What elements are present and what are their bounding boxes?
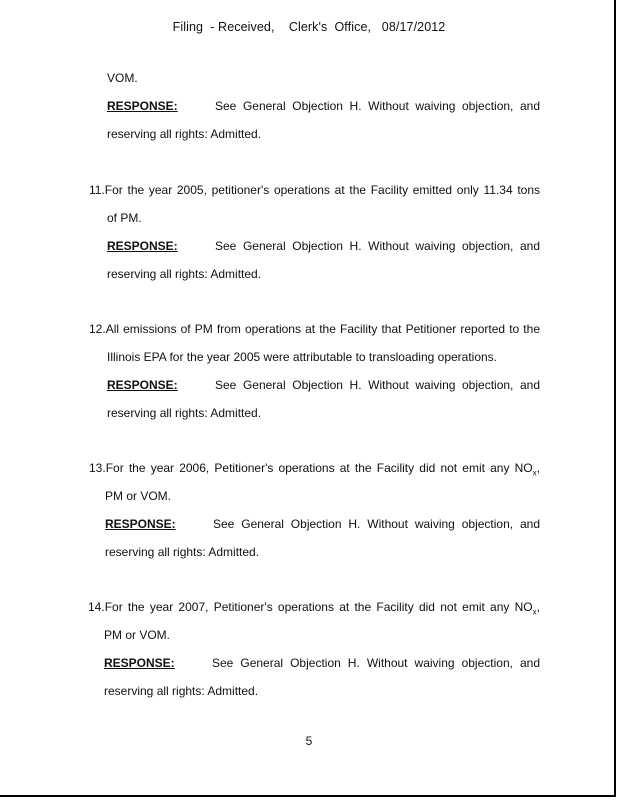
item-13-response-cont: reserving all rights: Admitted. (105, 545, 260, 559)
item-text: For the year 2006, Petitioner's operations at the Facility did not emit any NO (105, 461, 533, 475)
item-14-response-cont: reserving all rights: Admitted. (104, 684, 259, 698)
item-text: All emissions of PM from operations at the Facility that Petitioner reported to the (105, 322, 540, 336)
response-text: See General Objection H. Without waiving objection, and (212, 656, 540, 670)
item-12-line1 (89, 322, 540, 336)
page-number: 5 (305, 734, 313, 748)
response-text: See General Objection H. Without waiving objection, and (215, 99, 540, 113)
item-text-suffix: , (536, 461, 540, 475)
continuation-tail: VOM. (107, 71, 138, 85)
item-12-response-cont: reserving all rights: Admitted. (107, 406, 262, 420)
item-14-line1 (88, 600, 540, 619)
response-text: See General Objection H. Without waiving objection, and (213, 517, 540, 531)
page-edge-bottom (0, 795, 616, 797)
item-number: 11. (89, 183, 105, 197)
response-label: RESPONSE: (104, 656, 175, 670)
item-11-response (107, 239, 540, 253)
subscript: x (532, 607, 537, 617)
item-11-response-cont: reserving all rights: Admitted. (107, 267, 262, 281)
item-number: 12. (89, 322, 106, 336)
item-text: For the year 2005, petitioner's operations at the Facility emitted only 11.34 tons (104, 183, 540, 197)
item-12-response (107, 378, 540, 392)
item-number: 13. (89, 461, 106, 475)
page-edge-right (614, 0, 616, 797)
response-label: RESPONSE: (107, 239, 178, 253)
filing-stamp-header: Filing - Received, Clerk's Office, 08/17/2012 (172, 20, 446, 34)
response-text: See General Objection H. Without waiving objection, and (215, 239, 540, 253)
continuation-response-cont: reserving all rights: Admitted. (107, 127, 262, 141)
item-text: For the year 2007, Petitioner's operations at the Facility did not emit any NO (104, 600, 533, 614)
response-text: See General Objection H. Without waiving objection, and (215, 378, 540, 392)
item-13-line2: PM or VOM. (105, 489, 172, 503)
response-label: RESPONSE: (107, 99, 178, 113)
item-number: 14. (88, 600, 105, 614)
item-13-response (105, 517, 540, 531)
item-11-line1 (89, 183, 540, 197)
item-text-suffix: , (536, 600, 540, 614)
response-label: RESPONSE: (105, 517, 176, 531)
response-label: RESPONSE: (107, 378, 178, 392)
item-13-line1 (89, 461, 540, 480)
subscript: x (532, 468, 537, 478)
item-11-line2: of PM. (107, 211, 142, 225)
item-12-line2: Illinois EPA for the year 2005 were attributable to transloading operations. (107, 350, 498, 364)
item-14-line2: PM or VOM. (104, 628, 171, 642)
item-14-response (104, 656, 540, 670)
continuation-response (107, 99, 540, 113)
